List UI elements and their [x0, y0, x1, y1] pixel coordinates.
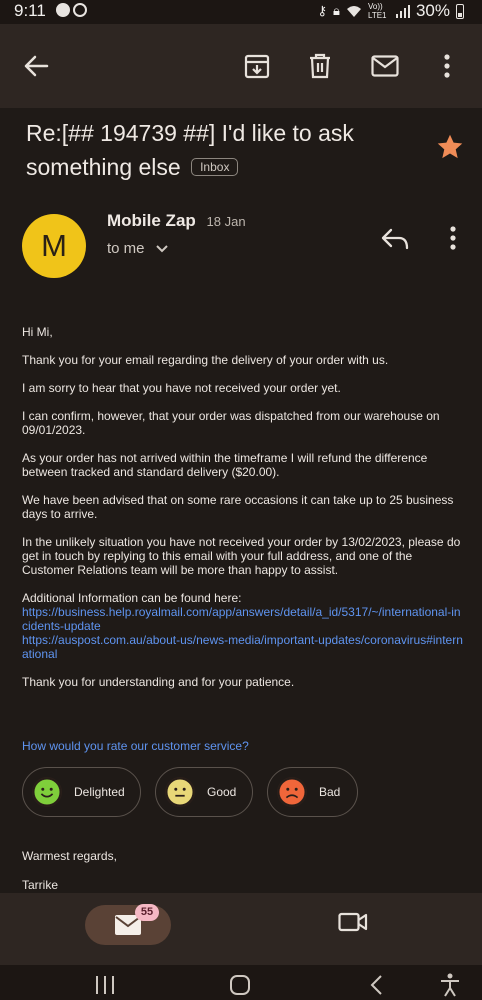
key-icon: ⚷ [317, 3, 328, 18]
subject-text: Re:[## 194739 ##] I'd like to ask something else [26, 120, 354, 180]
rating-good-button[interactable] [155, 767, 253, 817]
status-bar [0, 0, 482, 24]
app-circle-icon [73, 3, 87, 17]
wifi-icon [346, 5, 362, 18]
auspost-link[interactable]: https://auspost.com.au/about-us/news-media/important-updates/coronavirus#international [22, 633, 463, 661]
mark-unread-icon[interactable] [365, 46, 405, 86]
rating-question[interactable]: How would you rate our customer service? [22, 739, 249, 753]
closing-text: Warmest regards, [22, 849, 117, 863]
video-icon[interactable] [338, 911, 370, 941]
body-paragraph: As your order has not arrived within the timeframe I will refund the difference between tracked and standard delivery ($20.00). [22, 451, 428, 479]
delete-icon[interactable] [300, 46, 340, 86]
lock-icon: 🔒︎ [333, 3, 340, 18]
network-label: Vo)) LTE1 [367, 2, 387, 20]
archive-icon[interactable] [237, 46, 277, 86]
body-paragraph: I am sorry to hear that you have not received your order yet. [22, 381, 341, 395]
accessibility-icon[interactable] [438, 973, 462, 997]
chevron-down-icon [155, 244, 169, 253]
home-icon[interactable] [228, 973, 252, 997]
body-paragraph: Thank you for your email regarding the delivery of your order with us. [22, 353, 389, 367]
recents-icon[interactable] [92, 973, 118, 997]
battery-icon [456, 4, 464, 19]
body-paragraph: Additional Information can be found here: [22, 591, 242, 605]
status-time: 9:11 [14, 1, 46, 20]
unread-badge: 55 [135, 904, 159, 921]
sender-row [107, 211, 246, 231]
rating-label: Good [207, 785, 237, 799]
recipient-label: to me [107, 240, 145, 257]
rating-bad-button[interactable] [267, 767, 358, 817]
royalmail-link[interactable]: https://business.help.royalmail.com/app/answers/detail/a_id/5317/~/international-incidents-update [22, 605, 461, 633]
email-date: 18 Jan [206, 214, 246, 229]
body-paragraph: In the unlikely situation you have not received your order by 13/02/2023, please do get in touch by replying to this email with your full address, and one of the Customer Relations team will be more than happy to assist. [22, 535, 461, 577]
body-paragraph: We have been advised that on some rare occasions it can take up to 25 business days to arrive. [22, 493, 454, 521]
rating-label: Bad [319, 785, 341, 799]
signature-text: Tarrike [22, 878, 59, 892]
body-paragraph: Thank you for understanding and for your patience. [22, 675, 295, 689]
back-arrow-icon[interactable] [16, 46, 56, 86]
bottom-navigation [0, 893, 482, 965]
inbox-label[interactable]: Inbox [191, 158, 238, 176]
star-icon[interactable] [436, 133, 464, 161]
battery-percent: 30% [415, 1, 450, 20]
system-navigation [0, 965, 482, 1000]
body-paragraph: I can confirm, however, that your order was dispatched from our warehouse on 09/01/2023. [22, 409, 440, 437]
email-subject [26, 116, 426, 184]
back-icon[interactable] [366, 973, 386, 997]
sender-name: Mobile Zap [107, 211, 196, 230]
neutral-face-icon [165, 777, 195, 807]
greeting: Hi Mi, [22, 325, 53, 339]
recipient-toggle[interactable] [107, 240, 169, 257]
message-more-icon[interactable] [440, 226, 464, 258]
rating-delighted-button[interactable] [22, 767, 141, 817]
sad-face-icon [277, 777, 307, 807]
email-toolbar [0, 24, 482, 108]
reply-icon[interactable] [380, 226, 412, 258]
email-body [22, 325, 466, 689]
rating-label: Delighted [74, 785, 125, 799]
avatar[interactable]: M [22, 214, 86, 278]
messenger-icon [56, 3, 70, 17]
more-vert-icon[interactable] [427, 46, 467, 86]
delighted-face-icon [32, 777, 62, 807]
signal-icon [396, 5, 410, 18]
